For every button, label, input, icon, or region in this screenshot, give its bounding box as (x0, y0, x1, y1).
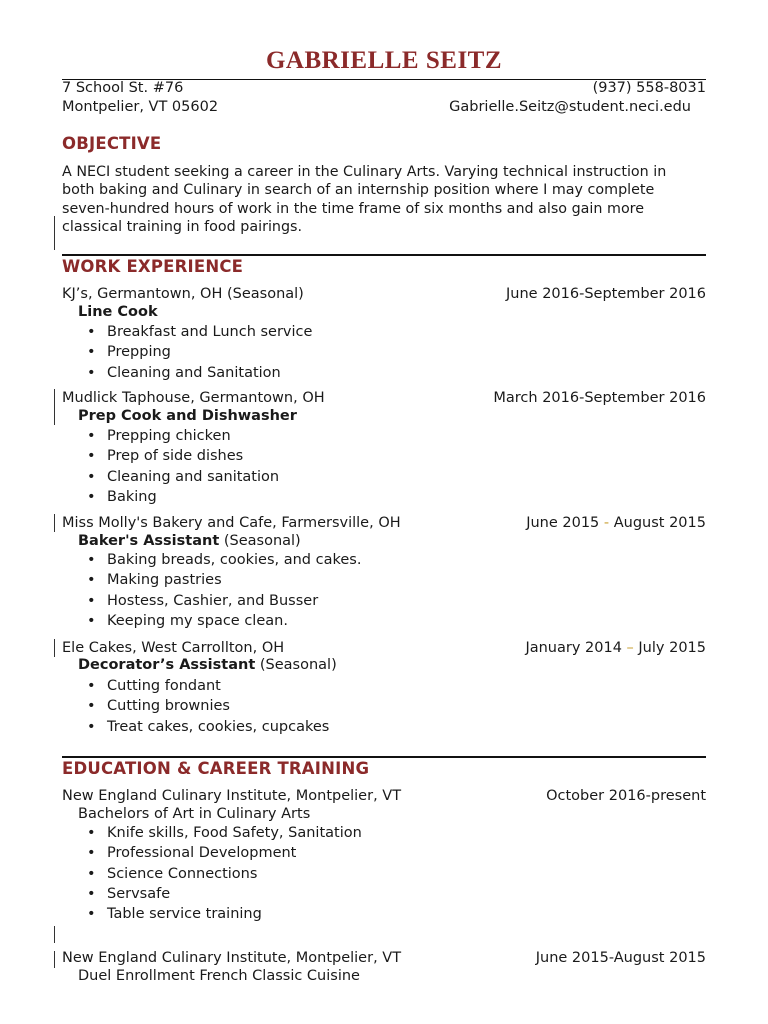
job-header (62, 284, 706, 304)
job-duties (84, 550, 361, 631)
candidate-name: GABRIELLE SEITZ (265, 47, 503, 74)
address-line-1: 7 School St. #76 (62, 80, 184, 96)
date-separator: - (599, 515, 614, 531)
job-duties (84, 322, 312, 383)
list-item: • Making pastries (84, 570, 361, 590)
job-dates: March 2016-September 2016 (493, 390, 706, 406)
text-cursor (54, 216, 55, 250)
job-employer: Miss Molly's Bakery and Cafe, Farmersville, OH (62, 515, 401, 531)
job-title (78, 303, 158, 321)
list-item: • Cutting fondant (84, 676, 329, 696)
list-item: • Breakfast and Lunch service (84, 322, 312, 342)
objective-heading: OBJECTIVE (62, 134, 162, 153)
address-line-2: Montpelier, VT 05602 (62, 99, 219, 115)
address-block (62, 79, 218, 117)
text-cursor (54, 639, 55, 657)
objective-line: classical training in food pairings. (62, 218, 303, 235)
list-item: • Hostess, Cashier, and Busser (84, 591, 361, 611)
date-separator: – (621, 640, 639, 656)
job-title-note: (Seasonal) (219, 533, 301, 549)
job-employer: Mudlick Taphouse, Germantown, OH (62, 390, 325, 406)
job-employer: KJ’s, Germantown, OH (Seasonal) (62, 286, 304, 302)
job-dates: June 2016-September 2016 (506, 286, 706, 302)
objective-line: both baking and Culinary in search of an internship position where I may complete (62, 182, 655, 199)
job-title-text: Baker's Assistant (78, 533, 220, 549)
job-duties (84, 426, 279, 507)
list-item: • Servsafe (84, 884, 362, 904)
list-item: • Prepping (84, 342, 312, 362)
job-title (78, 656, 337, 674)
list-item: • Keeping my space clean. (84, 611, 361, 631)
education-header (62, 948, 706, 968)
job-title (78, 532, 301, 550)
list-item: • Cleaning and sanitation (84, 467, 279, 487)
list-item: • Treat cakes, cookies, cupcakes (84, 717, 329, 737)
job-header (62, 388, 706, 408)
job-title-text: Prep Cook and Dishwasher (78, 408, 297, 424)
objective-line: A NECI student seeking a career in the Culinary Arts. Varying technical instruction in (62, 164, 667, 180)
list-item: • Table service training (84, 904, 362, 924)
job-header (62, 638, 706, 658)
objective-text (62, 163, 712, 236)
text-cursor (54, 951, 55, 968)
education-dates: June 2015-August 2015 (535, 950, 706, 966)
education-program: Bachelors of Art in Culinary Arts (78, 806, 311, 822)
list-item: • Cutting brownies (84, 696, 329, 716)
list-item: • Knife skills, Food Safety, Sanitation (84, 823, 362, 843)
job-date-end: August 2015 (613, 515, 706, 531)
school-name: New England Culinary Institute, Montpelier, VT (62, 950, 402, 966)
list-item: • Baking (84, 487, 279, 507)
contact-block (449, 79, 706, 117)
list-item: • Professional Development (84, 843, 362, 863)
job-date-end: July 2015 (638, 640, 706, 656)
text-cursor (54, 514, 55, 532)
objective-line: seven-hundred hours of work in the time frame of six months and also gain more (62, 200, 645, 217)
job-employer: Ele Cakes, West Carrollton, OH (62, 640, 285, 656)
text-cursor (54, 926, 55, 943)
job-title-note: (Seasonal) (255, 657, 337, 673)
job-dates (525, 638, 706, 658)
job-title-text: Line Cook (78, 304, 158, 320)
section-rule (62, 756, 706, 758)
education-dates: October 2016-present (546, 788, 706, 804)
education-program: Duel Enrollment French Classic Cuisine (78, 968, 360, 984)
job-title-text: Decorator’s Assistant (78, 657, 256, 673)
list-item: • Prep of side dishes (84, 446, 279, 466)
job-header (62, 513, 706, 533)
job-date-start: June 2015 (526, 515, 600, 531)
text-cursor (54, 389, 55, 425)
phone-number: (937) 558-8031 (592, 80, 706, 96)
education-header (62, 786, 706, 806)
email-address[interactable]: Gabrielle.Seitz@student.neci.edu (449, 99, 691, 115)
work-experience-heading: WORK EXPERIENCE (62, 257, 244, 276)
training-list (84, 823, 362, 924)
list-item: • Baking breads, cookies, and cakes. (84, 550, 361, 570)
job-duties (84, 676, 329, 737)
list-item: • Prepping chicken (84, 426, 279, 446)
job-dates (526, 513, 706, 533)
job-date-start: January 2014 (525, 640, 622, 656)
school-name: New England Culinary Institute, Montpelier, VT (62, 788, 402, 804)
section-rule (62, 254, 706, 256)
list-item: • Cleaning and Sanitation (84, 363, 312, 383)
job-title (78, 407, 297, 425)
list-item: • Science Connections (84, 864, 362, 884)
education-heading: EDUCATION & CAREER TRAINING (62, 759, 370, 778)
